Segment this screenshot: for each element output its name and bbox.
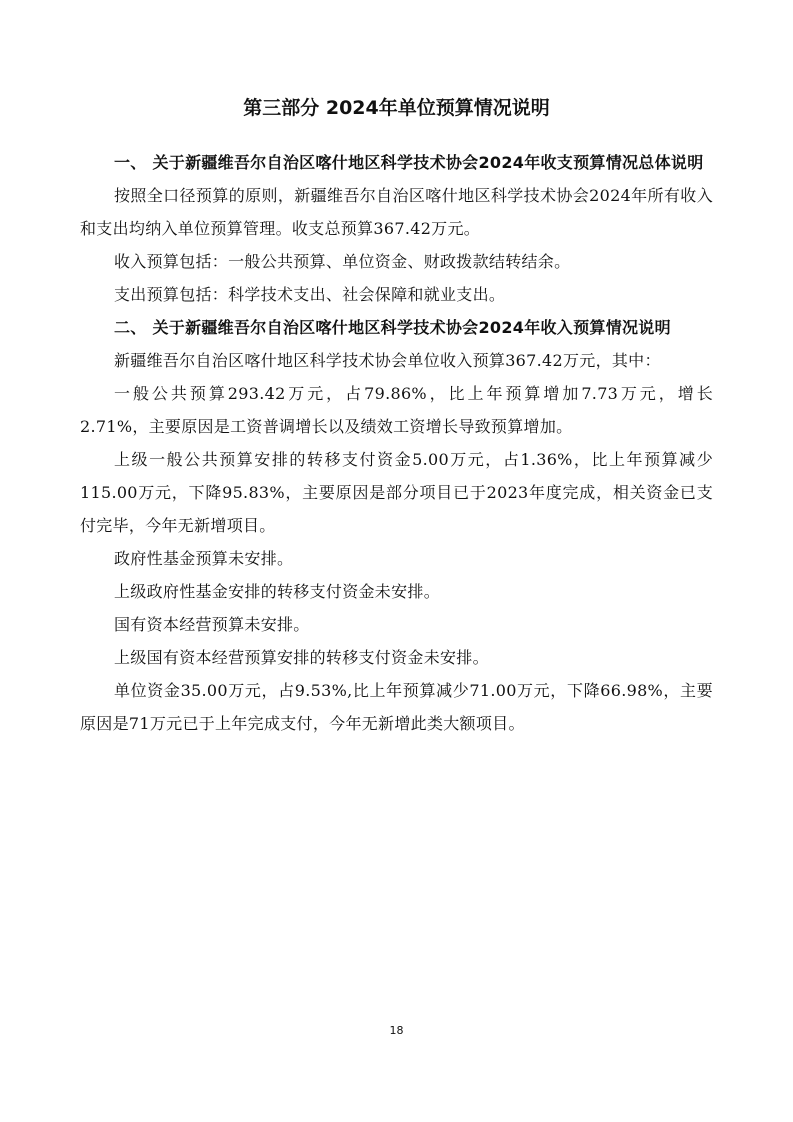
page-title: 第三部分 2024年单位预算情况说明 <box>243 97 550 119</box>
document-page <box>80 0 713 1122</box>
section-2-paragraph-4: 政府性基金预算未安排。 <box>114 549 294 568</box>
section-2-paragraph-6: 国有资本经营预算未安排。 <box>114 615 310 634</box>
section-1-paragraph-2: 收入预算包括：一般公共预算、单位资金、财政拨款结转结余。 <box>114 252 571 271</box>
section-2-paragraph-5: 上级政府性基金安排的转移支付资金未安排。 <box>114 582 441 601</box>
section-2-paragraph-3: 上级一般公共预算安排的转移支付资金5.00万元，占1.36%，比上年预算减少115.00万元，下降95.83%，主要原因是部分项目已于2023年度完成，相关资金已支付完毕，今年无新增项目。 <box>80 450 713 535</box>
section-1-heading: 一、 关于新疆维吾尔自治区喀什地区科学技术协会2024年收支预算情况总体说明 <box>114 153 704 172</box>
section-2-paragraph-1: 新疆维吾尔自治区喀什地区科学技术协会单位收入预算367.42万元，其中： <box>114 351 661 370</box>
page-number: 18 <box>389 1024 404 1037</box>
section-2-paragraph-8: 单位资金35.00万元，占9.53%,比上年预算减少71.00万元，下降66.98%，主要原因是71万元已于上年完成支付，今年无新增此类大额项目。 <box>80 681 713 733</box>
document-body <box>80 146 713 740</box>
section-1-paragraph-1: 按照全口径预算的原则，新疆维吾尔自治区喀什地区科学技术协会2024年所有收入和支出均纳入单位预算管理。收支总预算367.42万元。 <box>80 186 713 238</box>
section-1-paragraph-3: 支出预算包括：科学技术支出、社会保障和就业支出。 <box>114 285 506 304</box>
section-2-paragraph-2: 一般公共预算293.42万元，占79.86%，比上年预算增加7.73万元，增长2.71%，主要原因是工资普调增长以及绩效工资增长导致预算增加。 <box>80 384 713 436</box>
section-2-heading: 二、 关于新疆维吾尔自治区喀什地区科学技术协会2024年收入预算情况说明 <box>114 318 671 337</box>
section-2-paragraph-7: 上级国有资本经营预算安排的转移支付资金未安排。 <box>114 648 489 667</box>
